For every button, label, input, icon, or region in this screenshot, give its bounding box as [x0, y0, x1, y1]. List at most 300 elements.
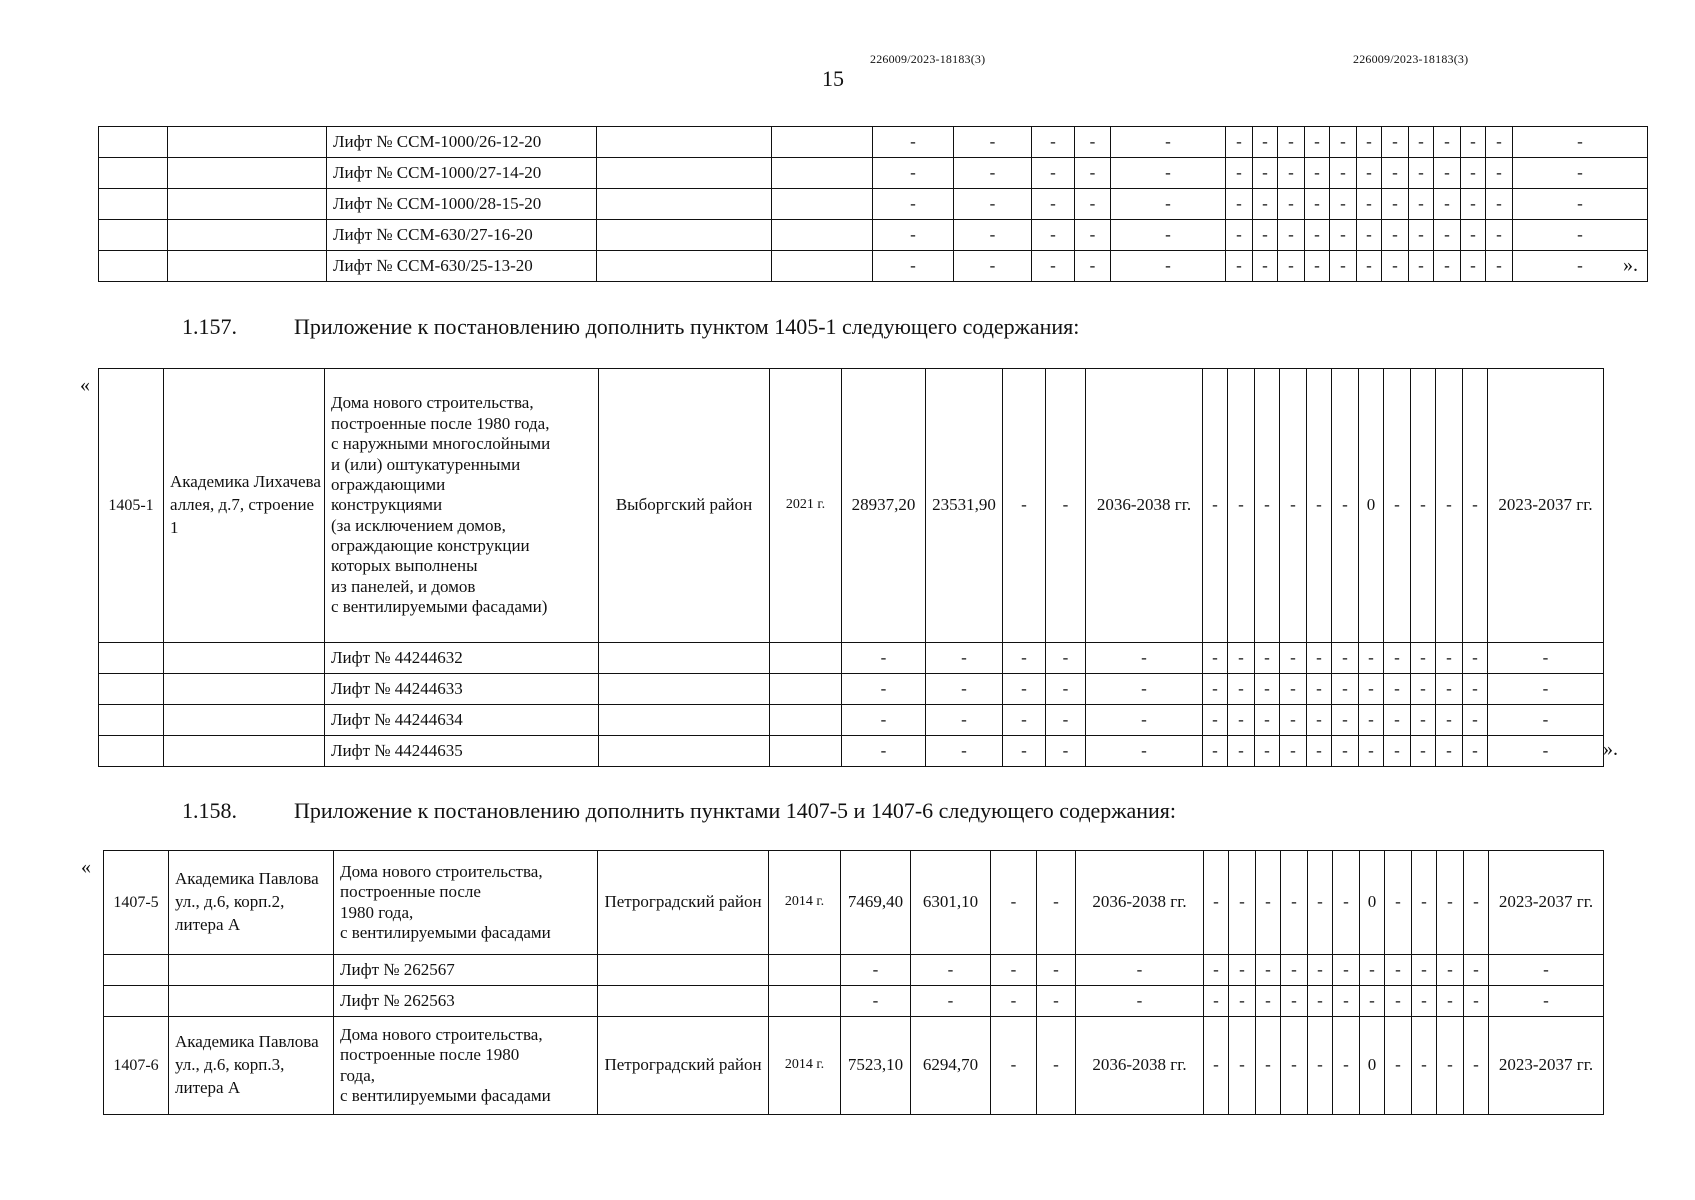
dash-cell: - — [1434, 220, 1461, 251]
description-line: Дома нового строительства, — [340, 861, 543, 881]
dash-cell: - — [1434, 189, 1461, 220]
empty-cell — [772, 158, 873, 189]
empty-cell — [99, 189, 168, 220]
dash-cell: - — [1076, 986, 1204, 1017]
dash-cell: - — [1086, 674, 1203, 705]
empty-cell — [168, 189, 327, 220]
dash-cell: - — [1437, 955, 1464, 986]
building-row-1407-6 — [104, 1017, 1604, 1115]
dash-cell: - — [1076, 955, 1204, 986]
dash-cell: - — [1255, 705, 1280, 736]
dash-cell: - — [1486, 189, 1513, 220]
dash-cell: - — [1203, 643, 1228, 674]
item-id: 1407-5 — [104, 851, 169, 955]
empty-cell — [164, 674, 325, 705]
dash-cell: - — [1308, 986, 1333, 1017]
lift-name: Лифт № 44244634 — [325, 705, 599, 736]
work-cell: - — [1463, 369, 1488, 643]
dash-cell: - — [1228, 736, 1255, 767]
dash-cell: - — [1305, 251, 1330, 282]
dash-cell: - — [1307, 643, 1332, 674]
document-number-left: 226009/2023-18183(3) — [870, 52, 986, 66]
col-c1: - — [1003, 369, 1046, 643]
work-cell: - — [1203, 369, 1228, 643]
col-c2: - — [1037, 1017, 1076, 1115]
empty-cell — [99, 674, 164, 705]
lift-name: Лифт № 262567 — [334, 955, 598, 986]
total-area: 7469,40 — [841, 851, 911, 955]
section-text: Приложение к постановлению дополнить пунктами 1407-5 и 1407-6 следующего содержания: — [294, 798, 1177, 823]
dash-cell: - — [1360, 955, 1385, 986]
empty-cell — [168, 251, 327, 282]
empty-cell — [597, 251, 772, 282]
dash-cell: - — [1409, 189, 1434, 220]
empty-cell — [169, 955, 334, 986]
dash-cell: - — [1255, 674, 1280, 705]
description-line: (за исключением домов, — [331, 515, 506, 535]
dash-cell: - — [1203, 736, 1228, 767]
lift-rows — [104, 955, 1604, 1017]
lift-name: Лифт № 262563 — [334, 986, 598, 1017]
dash-cell: - — [1357, 158, 1382, 189]
item-id: 1405-1 — [99, 369, 164, 643]
empty-cell — [599, 705, 770, 736]
address: Академика Лихачева аллея, д.7, строение 1 — [164, 369, 325, 643]
empty-cell — [597, 220, 772, 251]
dash-cell: - — [1382, 158, 1409, 189]
dash-cell: - — [1384, 674, 1411, 705]
dash-cell: - — [1382, 189, 1409, 220]
col-c1: - — [991, 851, 1037, 955]
dash-cell: - — [1382, 251, 1409, 282]
section-number: 1.157. — [182, 314, 237, 339]
dash-cell: - — [1075, 127, 1111, 158]
dash-cell: - — [1464, 986, 1489, 1017]
dash-cell: - — [926, 643, 1003, 674]
empty-cell — [770, 674, 842, 705]
work-cell: - — [1332, 369, 1359, 643]
dash-cell: - — [954, 158, 1032, 189]
dash-cell: - — [1436, 674, 1463, 705]
lift-name: Лифт № ССМ-1000/27-14-20 — [327, 158, 597, 189]
dash-cell: - — [1513, 189, 1648, 220]
description-line: которых выполнены — [331, 556, 478, 576]
lift-row — [104, 955, 1604, 986]
dash-cell: - — [1305, 127, 1330, 158]
empty-cell — [164, 736, 325, 767]
dash-cell: - — [1256, 986, 1281, 1017]
dash-cell: - — [1409, 251, 1434, 282]
dash-cell: - — [1488, 736, 1604, 767]
description-line: конструкциями — [331, 495, 443, 515]
work-cell: - — [1437, 1017, 1464, 1115]
dash-cell: - — [1437, 986, 1464, 1017]
dash-cell: - — [873, 251, 954, 282]
lift-row — [99, 127, 1648, 158]
lift-row — [99, 705, 1604, 736]
dash-cell: - — [1003, 674, 1046, 705]
plan-period: 2023-2037 гг. — [1488, 369, 1604, 643]
district: Петроградский район — [598, 851, 769, 955]
work-cell: - — [1307, 369, 1332, 643]
address: Академика Павлова ул., д.6, корп.2, литера А — [169, 851, 334, 955]
district: Выборгский район — [599, 369, 770, 643]
description-line: с наружными многослойными — [331, 434, 551, 454]
dash-cell: - — [1046, 705, 1086, 736]
dash-cell: - — [1384, 643, 1411, 674]
dash-cell: - — [1464, 955, 1489, 986]
dash-cell: - — [1357, 220, 1382, 251]
address: Академика Павлова ул., д.6, корп.3, литера А — [169, 1017, 334, 1115]
dash-cell: - — [1307, 674, 1332, 705]
living-area: 6294,70 — [911, 1017, 991, 1115]
dash-cell: - — [1046, 674, 1086, 705]
dash-cell: - — [1253, 251, 1278, 282]
work-cell: 0 — [1360, 851, 1385, 955]
empty-cell — [99, 643, 164, 674]
dash-cell: - — [1330, 158, 1357, 189]
dash-cell: - — [1032, 189, 1075, 220]
dash-cell: - — [1086, 705, 1203, 736]
dash-cell: - — [1228, 674, 1255, 705]
opening-quote: « — [80, 374, 90, 396]
work-cell: - — [1333, 1017, 1360, 1115]
dash-cell: - — [1332, 736, 1359, 767]
lift-name: Лифт № 44244633 — [325, 674, 599, 705]
dash-cell: - — [842, 736, 926, 767]
dash-cell: - — [1037, 955, 1076, 986]
dash-cell: - — [1461, 127, 1486, 158]
work-cell: - — [1464, 1017, 1489, 1115]
dash-cell: - — [1357, 251, 1382, 282]
dash-cell: - — [1046, 736, 1086, 767]
work-cell: - — [1255, 369, 1280, 643]
lift-name: Лифт № 44244632 — [325, 643, 599, 674]
dash-cell: - — [1253, 158, 1278, 189]
building-row-1407-5 — [104, 851, 1604, 955]
dash-cell: - — [1278, 158, 1305, 189]
dash-cell: - — [1463, 705, 1488, 736]
dash-cell: - — [1229, 955, 1256, 986]
dash-cell: - — [1305, 220, 1330, 251]
dash-cell: - — [1409, 220, 1434, 251]
dash-cell: - — [1037, 986, 1076, 1017]
section-number: 1.158. — [182, 798, 237, 823]
dash-cell: - — [1489, 986, 1604, 1017]
dash-cell: - — [1226, 158, 1253, 189]
empty-cell — [99, 251, 168, 282]
dash-cell: - — [926, 674, 1003, 705]
dash-cell: - — [1281, 955, 1308, 986]
work-cell: - — [1256, 1017, 1281, 1115]
dash-cell: - — [1436, 736, 1463, 767]
dash-cell: - — [1003, 643, 1046, 674]
dash-cell: - — [1278, 127, 1305, 158]
dash-cell: - — [1463, 674, 1488, 705]
description-line: с вентилируемыми фасадами) — [331, 597, 548, 617]
document-number-right: 226009/2023-18183(3) — [1353, 52, 1469, 66]
dash-cell: - — [1486, 220, 1513, 251]
dash-cell: - — [1461, 189, 1486, 220]
dash-cell: - — [1203, 674, 1228, 705]
work-cell: 0 — [1360, 1017, 1385, 1115]
dash-cell: - — [1032, 251, 1075, 282]
empty-cell — [769, 986, 841, 1017]
dash-cell: - — [1488, 643, 1604, 674]
dash-cell: - — [1434, 158, 1461, 189]
dash-cell: - — [1434, 127, 1461, 158]
dash-cell: - — [1226, 127, 1253, 158]
dash-cell: - — [873, 158, 954, 189]
dash-cell: - — [1385, 955, 1412, 986]
description-line: Дома нового строительства, — [331, 393, 534, 413]
dash-cell: - — [1032, 220, 1075, 251]
dash-cell: - — [1253, 189, 1278, 220]
work-cell: 0 — [1359, 369, 1384, 643]
dash-cell: - — [1360, 986, 1385, 1017]
work-cell: - — [1280, 369, 1307, 643]
description-line: 1980 года, — [340, 902, 414, 922]
building-description — [325, 369, 599, 643]
dash-cell: - — [1488, 674, 1604, 705]
empty-cell — [772, 220, 873, 251]
dash-cell: - — [1280, 736, 1307, 767]
dash-cell: - — [1486, 158, 1513, 189]
dash-cell: - — [1513, 127, 1648, 158]
empty-cell — [598, 986, 769, 1017]
dash-cell: - — [842, 674, 926, 705]
empty-cell — [597, 189, 772, 220]
lift-name: Лифт № ССМ-630/27-16-20 — [327, 220, 597, 251]
empty-cell — [99, 736, 164, 767]
build-year: 2021 г. — [770, 369, 842, 643]
work-cell: - — [1229, 851, 1256, 955]
dash-cell: - — [1412, 955, 1437, 986]
description-line: ограждающими — [331, 474, 446, 494]
lift-row — [99, 220, 1648, 251]
lift-name: Лифт № ССМ-630/25-13-20 — [327, 251, 597, 282]
dash-cell: - — [926, 705, 1003, 736]
dash-cell: - — [1305, 158, 1330, 189]
dash-cell: - — [1359, 643, 1384, 674]
dash-cell: - — [1463, 643, 1488, 674]
dash-cell: - — [1411, 674, 1436, 705]
dash-cell: - — [1255, 736, 1280, 767]
repair-period: 2036-2038 гг. — [1076, 1017, 1204, 1115]
empty-cell — [770, 643, 842, 674]
dash-cell: - — [1280, 674, 1307, 705]
dash-cell: - — [1111, 251, 1226, 282]
dash-cell: - — [1332, 674, 1359, 705]
building-row-1405-1 — [99, 369, 1604, 643]
dash-cell: - — [1384, 705, 1411, 736]
living-area: 6301,10 — [911, 851, 991, 955]
empty-cell — [168, 158, 327, 189]
dash-cell: - — [1253, 127, 1278, 158]
building-description — [334, 851, 598, 955]
work-cell: - — [1229, 1017, 1256, 1115]
description-line: из панелей, и домов — [331, 576, 476, 596]
dash-cell: - — [1226, 251, 1253, 282]
dash-cell: - — [1411, 705, 1436, 736]
dash-cell: - — [1111, 127, 1226, 158]
dash-cell: - — [1412, 986, 1437, 1017]
build-year: 2014 г. — [769, 1017, 841, 1115]
empty-cell — [599, 736, 770, 767]
dash-cell: - — [911, 986, 991, 1017]
page-number: 15 — [822, 66, 844, 91]
dash-cell: - — [1204, 955, 1229, 986]
dash-cell: - — [1086, 643, 1203, 674]
dash-cell: - — [954, 251, 1032, 282]
total-area: 28937,20 — [842, 369, 926, 643]
dash-cell: - — [1075, 251, 1111, 282]
dash-cell: - — [1332, 643, 1359, 674]
dash-cell: - — [1256, 955, 1281, 986]
empty-cell — [599, 674, 770, 705]
dash-cell: - — [1003, 736, 1046, 767]
empty-cell — [772, 251, 873, 282]
lift-name: Лифт № ССМ-1000/26-12-20 — [327, 127, 597, 158]
plan-period: 2023-2037 гг. — [1489, 1017, 1604, 1115]
dash-cell: - — [1409, 127, 1434, 158]
dash-cell: - — [1461, 220, 1486, 251]
dash-cell: - — [1111, 220, 1226, 251]
dash-cell: - — [1111, 158, 1226, 189]
section-text: Приложение к постановлению дополнить пунктом 1405-1 следующего содержания: — [294, 314, 1080, 339]
lift-rows — [99, 127, 1648, 282]
empty-cell — [99, 127, 168, 158]
dash-cell: - — [1226, 189, 1253, 220]
dash-cell: - — [841, 955, 911, 986]
empty-cell — [99, 705, 164, 736]
dash-cell: - — [1333, 955, 1360, 986]
dash-cell: - — [1488, 705, 1604, 736]
dash-cell: - — [1228, 643, 1255, 674]
dash-cell: - — [841, 986, 911, 1017]
closing-quote: ». — [1603, 738, 1618, 760]
dash-cell: - — [1330, 127, 1357, 158]
work-cell: - — [1308, 851, 1333, 955]
dash-cell: - — [1409, 158, 1434, 189]
description-line: построенные после — [340, 882, 481, 902]
dash-cell: - — [1434, 251, 1461, 282]
empty-cell — [598, 955, 769, 986]
dash-cell: - — [1330, 220, 1357, 251]
dash-cell: - — [1305, 189, 1330, 220]
dash-cell: - — [1359, 736, 1384, 767]
dash-cell: - — [1280, 705, 1307, 736]
work-cell: - — [1281, 851, 1308, 955]
work-cell: - — [1436, 369, 1463, 643]
dash-cell: - — [1513, 220, 1648, 251]
work-cell: - — [1384, 369, 1411, 643]
dash-cell: - — [873, 220, 954, 251]
description-line: Дома нового строительства, — [340, 1024, 543, 1044]
dash-cell: - — [1382, 127, 1409, 158]
dash-cell: - — [1278, 251, 1305, 282]
work-cell: - — [1333, 851, 1360, 955]
dash-cell: - — [1332, 705, 1359, 736]
total-area: 7523,10 — [841, 1017, 911, 1115]
empty-cell — [599, 643, 770, 674]
lift-row — [99, 158, 1648, 189]
work-cell: - — [1385, 1017, 1412, 1115]
lift-row — [99, 736, 1604, 767]
dash-cell: - — [1204, 986, 1229, 1017]
dash-cell: - — [1513, 158, 1648, 189]
dash-cell: - — [1384, 736, 1411, 767]
table-1407 — [103, 850, 1604, 1115]
dash-cell: - — [1046, 643, 1086, 674]
work-cell: - — [1464, 851, 1489, 955]
dash-cell: - — [1357, 127, 1382, 158]
district: Петроградский район — [598, 1017, 769, 1115]
dash-cell: - — [1411, 643, 1436, 674]
dash-cell: - — [1461, 251, 1486, 282]
dash-cell: - — [873, 189, 954, 220]
empty-cell — [164, 643, 325, 674]
building-description — [334, 1017, 598, 1115]
empty-cell — [99, 220, 168, 251]
work-cell: - — [1281, 1017, 1308, 1115]
empty-cell — [597, 158, 772, 189]
empty-cell — [597, 127, 772, 158]
empty-cell — [770, 705, 842, 736]
empty-cell — [104, 986, 169, 1017]
item-id: 1407-6 — [104, 1017, 169, 1115]
opening-quote: « — [81, 856, 91, 878]
dash-cell: - — [911, 955, 991, 986]
build-year: 2014 г. — [769, 851, 841, 955]
dash-cell: - — [1359, 705, 1384, 736]
dash-cell: - — [1229, 986, 1256, 1017]
work-cell: - — [1411, 369, 1436, 643]
living-area: 23531,90 — [926, 369, 1003, 643]
dash-cell: - — [1307, 736, 1332, 767]
dash-cell: - — [1333, 986, 1360, 1017]
dash-cell: - — [1308, 955, 1333, 986]
work-cell: - — [1256, 851, 1281, 955]
lift-name: Лифт № 44244635 — [325, 736, 599, 767]
dash-cell: - — [1075, 189, 1111, 220]
dash-cell: - — [1436, 643, 1463, 674]
description-line: построенные после 1980 года, — [331, 413, 550, 433]
dash-cell: - — [1513, 251, 1648, 282]
dash-cell: - — [842, 643, 926, 674]
dash-cell: - — [1226, 220, 1253, 251]
dash-cell: - — [1228, 705, 1255, 736]
repair-period: 2036-2038 гг. — [1076, 851, 1204, 955]
plan-period: 2023-2037 гг. — [1489, 851, 1604, 955]
empty-cell — [104, 955, 169, 986]
col-c1: - — [991, 1017, 1037, 1115]
dash-cell: - — [1281, 986, 1308, 1017]
empty-cell — [164, 705, 325, 736]
description-line: с вентилируемыми фасадами — [340, 1085, 551, 1105]
description-line: и (или) оштукатуренными — [331, 454, 521, 474]
dash-cell: - — [1307, 705, 1332, 736]
dash-cell: - — [1003, 705, 1046, 736]
col-c2: - — [1037, 851, 1076, 955]
dash-cell: - — [1032, 158, 1075, 189]
work-cell: - — [1308, 1017, 1333, 1115]
dash-cell: - — [954, 220, 1032, 251]
lift-name: Лифт № ССМ-1000/28-15-20 — [327, 189, 597, 220]
dash-cell: - — [1111, 189, 1226, 220]
empty-cell — [169, 986, 334, 1017]
dash-cell: - — [1032, 127, 1075, 158]
